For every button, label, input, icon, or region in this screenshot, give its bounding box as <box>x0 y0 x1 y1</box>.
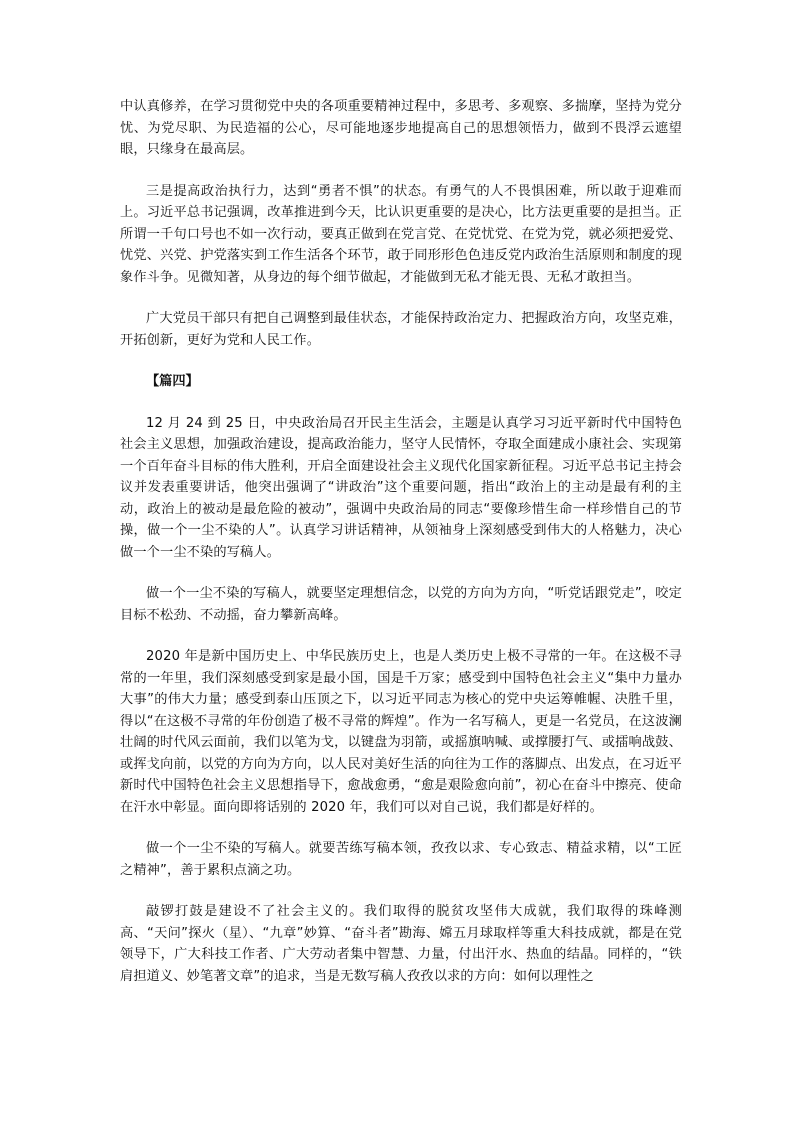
section-heading-part-four: 【篇四】 <box>146 374 199 389</box>
paragraph-political-execution: 三是提高政治执行力，达到“勇者不惧”的状态。有勇气的人不畏惧困难，所以敢于迎难而上。习近平总书记强调，改革推进到今天，比认识更重要的是决心，比方法更重要的是担当。正所谓一千句口号也不如一次行动，要真正做到在党言党、在党忧党、在党为党，就必须把爱党、忧党、兴党、护党落实到工作生活各个环节，敢于同形形色色违反党内政治生活原则和制度的现象作斗争。见微知著，从身边的每个细节做起，才能做到无私才能无畏、无私才敢担当。 <box>120 183 682 285</box>
paragraph-skills: 做一个一尘不染的写稿人。就要苦练写稿本领，孜孜以求、专心致志、精益求精，以“工匠之精神”，善于累积点滴之功。 <box>120 841 682 878</box>
paragraph-2020: 2020 年是新中国历史上、中华民族历史上，也是人类历史上极不寻常的一年。在这极不寻常的一年里，我们深刻感受到家是最小国，国是千万家；感受到中国特色社会主义“集中力量办大事”的伟大力量；感受到泰山压顶之下，以习近平同志为核心的党中央运筹帷幄、决胜千里，得以“在这极不寻常的年份创造了极不寻常的辉煌”。作为一名写稿人，更是一名党员，在这波澜壮阔的时代风云面前，我们以笔为戈，以键盘为羽箭，或摇旗呐喊、或撑腰打气、或擂响战鼓、或挥戈向前，以党的方向为方向，以人民对美好生活的向往为工作的落脚点、出发点，在习近平新时代中国特色社会主义思想指导下，愈战愈勇，“愈是艰险愈向前”，初心在奋斗中擦亮、使命在汗水中彰显。面向即将话别的 2020 年，我们可以对自己说，我们都是好样的。 <box>120 649 682 815</box>
paragraph-meeting: 12 月 24 到 25 日，中央政治局召开民主生活会，主题是认真学习习近平新时代中国特色社会主义思想，加强政治建设，提高政治能力，坚守人民情怀，夺取全面建成小康社会、实现第一个百年奋斗目标的伟大胜利，开启全面建设社会主义现代化国家新征程。习近平总书记主持会议并发表重要讲话，他突出强调了“讲政治”这个重要问题，指出“政治上的主动是最有利的主动，政治上的被动是最危险的被动”，强调中央政治局的同志“要像珍惜生命一样珍惜自己的节操，做一个一尘不染的人”。认真学习讲话精神，从领袖身上深刻感受到伟大的人格魅力，决心做一个一尘不染的写稿人。 <box>120 415 682 560</box>
paragraph-summary: 广大党员干部只有把自己调整到最佳状态，才能保持政治定力、把握政治方向，攻坚克难，开拓创新，更好为党和人民工作。 <box>120 311 682 348</box>
paragraph-ideals: 做一个一尘不染的写稿人，就要坚定理想信念，以党的方向为方向，“听党话跟党走”，咬定目标不松劲、不动摇，奋力攀新高峰。 <box>120 586 682 623</box>
paragraph-continuation: 中认真修养，在学习贯彻党中央的各项重要精神过程中，多思考、多观察、多揣摩，坚持为党分忧、为党尽职、为民造福的公心，尽可能地逐步地提高自己的思想领悟力，做到不畏浮云遮望眼，只缘身在最高层。 <box>120 99 682 157</box>
document-page <box>120 96 682 987</box>
paragraph-achievements: 敲锣打鼓是建设不了社会主义的。我们取得的脱贫攻坚伟大成就，我们取得的珠峰测高、“天问”探火（星）、“九章”妙算、“奋斗者”勘海、嫦五月球取样等重大科技成就，都是在党领导下，广大科技工作者、广大劳动者集中智慧、力量，付出汗水、热血的结晶。同样的，“铁肩担道义、妙笔著文章”的追求，当是无数写稿人孜孜以求的方向：如何以理性之 <box>120 904 682 984</box>
